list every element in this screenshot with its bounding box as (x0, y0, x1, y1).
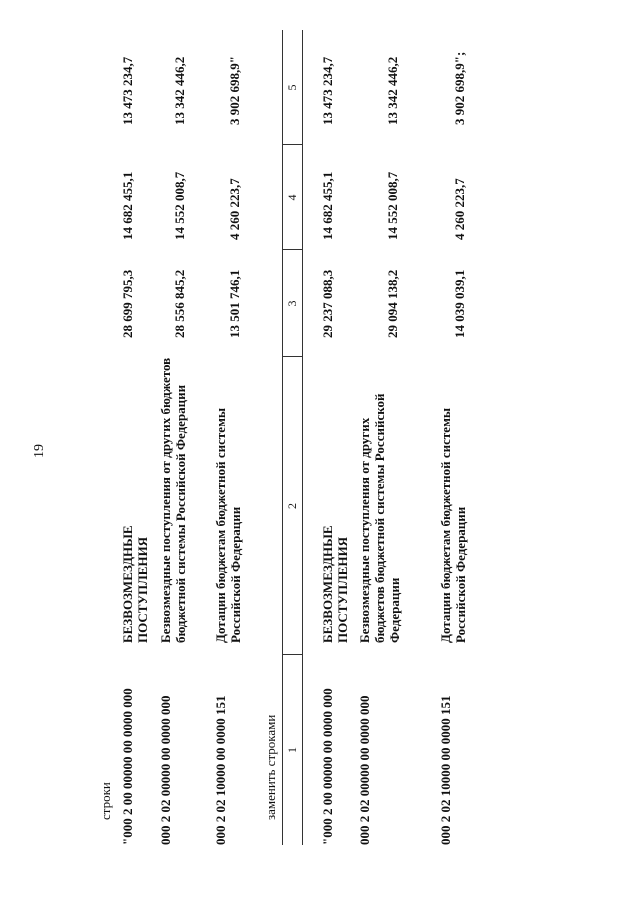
old-row-2-v3: 13 342 446,2 (172, 56, 187, 125)
new-row-3-v3: 3 902 698,9"; (452, 51, 467, 125)
new-row-2-name: Безвозмездные поступления от других бюджетов бюджетной системы Российской Федерации (357, 393, 402, 643)
old-row-1-code: "000 2 00 00000 00 0000 000 (120, 688, 135, 845)
old-row-3-v1: 13 501 746,1 (227, 269, 242, 338)
old-row-2-v1: 28 556 845,2 (172, 269, 187, 338)
new-row-3-v1: 14 039 039,1 (452, 269, 467, 338)
old-row-3-v3: 3 902 698,9" (227, 56, 242, 125)
replace-label: заменить строками (263, 714, 278, 820)
new-row-2-v1: 29 094 138,2 (385, 269, 400, 338)
old-row-3-code: 000 2 02 10000 00 0000 151 (213, 695, 228, 845)
new-row-1-v3: 13 473 234,7 (320, 56, 335, 125)
intro-label: строки (98, 782, 113, 820)
new-row-2-v3: 13 342 446,2 (385, 56, 400, 125)
new-row-1-v1: 29 237 088,3 (320, 269, 335, 338)
old-row-3-v2: 4 260 223,7 (227, 178, 242, 240)
new-row-1-name: БЕЗВОЗМЕЗДНЫЕ ПОСТУПЛЕНИЯ (320, 525, 350, 643)
new-row-1-v2: 14 682 455,1 (320, 171, 335, 240)
new-row-3-code: 000 2 02 10000 00 0000 151 (438, 695, 453, 845)
old-row-2-v2: 14 552 008,7 (172, 171, 187, 240)
new-row-1-code: "000 2 00 00000 00 0000 000 (320, 688, 335, 845)
new-row-3-name: Дотации бюджетам бюджетной системы Российской Федерации (438, 407, 468, 643)
new-row-2-v2: 14 552 008,7 (385, 171, 400, 240)
new-row-3-v2: 4 260 223,7 (452, 178, 467, 240)
table-top-rule (282, 30, 283, 845)
old-row-1-v2: 14 682 455,1 (120, 171, 135, 240)
old-row-3-name: Дотации бюджетам бюджетной системы Российской Федерации (213, 407, 243, 643)
table-header-rule (302, 30, 303, 845)
table-header-3: 3 (285, 300, 299, 307)
old-row-2-code: 000 2 02 00000 00 0000 000 (158, 695, 173, 845)
old-row-2-name: Безвозмездные поступления от других бюджетов бюджетной системы Российской Федерации (158, 357, 188, 643)
new-row-2-code: 000 2 02 00000 00 0000 000 (357, 695, 372, 845)
table-header-2: 2 (285, 503, 299, 509)
table-header-5: 5 (285, 84, 299, 91)
table-header-4: 4 (285, 194, 299, 201)
table-header-1: 1 (285, 747, 299, 753)
page-number: 19 (32, 444, 47, 458)
old-row-1-v3: 13 473 234,7 (120, 56, 135, 125)
old-row-1-v1: 28 699 795,3 (120, 269, 135, 338)
old-row-1-name: БЕЗВОЗМЕЗДНЫЕ ПОСТУПЛЕНИЯ (120, 525, 150, 643)
